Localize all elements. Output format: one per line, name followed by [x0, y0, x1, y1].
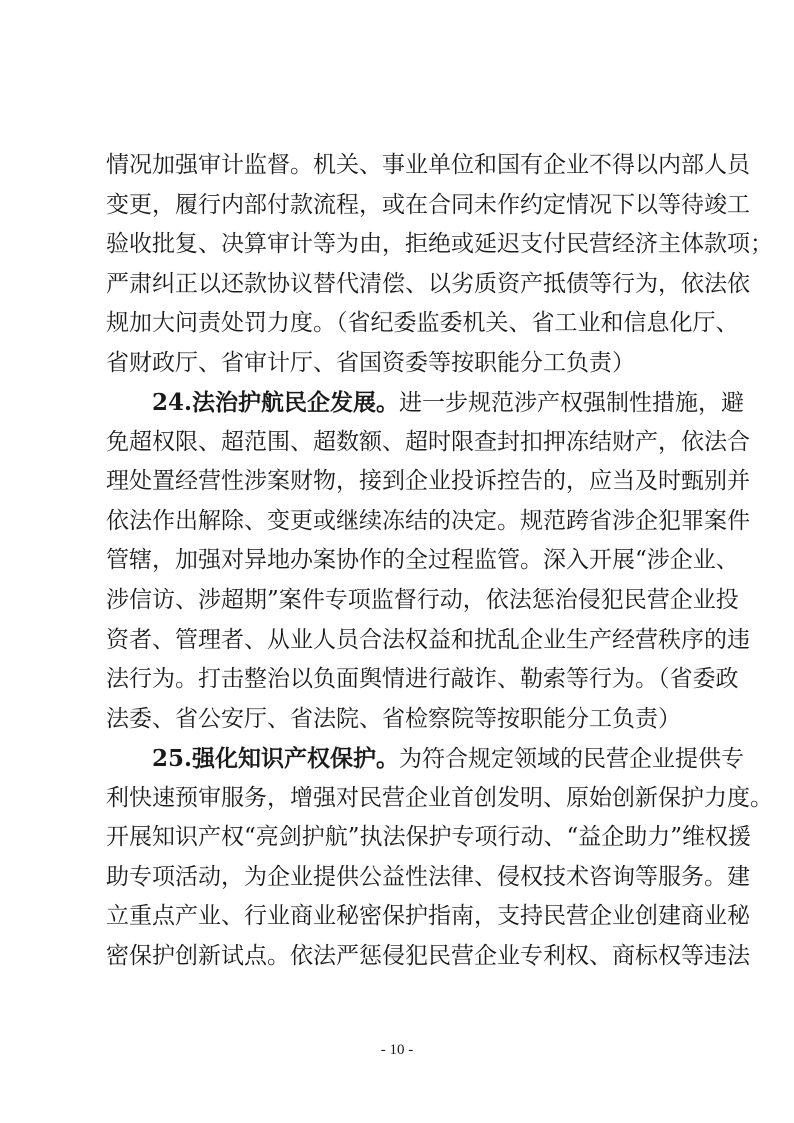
text-line: 涉信访、涉超期”案件专项监督行动，依法惩治侵犯民营企业投 — [106, 587, 739, 614]
text-line: 依法作出解除、变更或继续冻结的决定。规范跨省涉企犯罪案件 — [106, 507, 750, 534]
text-line: 法行为。打击整治以负面舆情进行敲诈、勒索等行为。（省委政 — [106, 666, 739, 693]
text-line: 助专项活动，为企业提供公益性法律、侵权技术咨询等服务。建 — [106, 863, 750, 890]
text-line: 情况加强审计监督。机关、事业单位和国有企业不得以内部人员 — [106, 152, 750, 178]
text-line — [106, 739, 745, 779]
text-line: 严肃纠正以还款协议替代清偿、以劣质资产抵债等行为，依法依 — [106, 270, 750, 297]
text-line: 变更，履行内部付款流程，或在合同未作约定情况下以等待竣工 — [106, 191, 750, 218]
text-line: 密保护创新试点。依法严惩侵犯民营企业专利权、商标权等违法 — [106, 942, 750, 969]
text-line: 验收批复、决算审计等为由，拒绝或延迟支付民营经济主体款项； — [106, 231, 773, 258]
text-line — [106, 383, 745, 423]
text-line: 资者、管理者、从业人员合法权益和扰乱企业生产经营秩序的违 — [106, 626, 750, 653]
text-line: 理处置经营性涉案财物，接到企业投诉控告的，应当及时甄别并 — [106, 468, 750, 495]
text-span: 进一步规范涉产权强制性措施，避 — [399, 390, 745, 417]
text-line: 法委、省公安厅、省法院、省检察院等按职能分工负责） — [106, 705, 681, 732]
text-line: 开展知识产权“亮剑护航”执法保护专项行动、“益企助力”维权援 — [106, 824, 752, 851]
text-line: 免超权限、超范围、超数额、超时限查封扣押冻结财产，依法合 — [106, 428, 750, 455]
page-number: - 10 - — [380, 1042, 414, 1058]
text-line: 立重点产业、行业商业秘密保护指南，支持民营企业创建商业秘 — [106, 903, 750, 930]
section-heading: 24.法治护航民企发展。 — [152, 389, 400, 417]
paragraph-23-continuation — [106, 146, 773, 383]
text-span: 为符合规定领域的民营企业提供专 — [399, 746, 745, 773]
text-line: 规加大问责处罚力度。（省纪委监委机关、省工业和信息化厅、 — [106, 310, 739, 337]
section-heading: 25.强化知识产权保护。 — [152, 745, 400, 773]
paragraph-24 — [106, 383, 750, 739]
text-line: 管辖，加强对异地办案协作的全过程监管。深入开展“涉企业、 — [106, 547, 739, 574]
text-line: 省财政厅、省审计厅、省国资委等按职能分工负责） — [106, 349, 635, 376]
document-body — [106, 146, 773, 976]
text-line: 利快速预审服务，增强对民营企业首创发明、原始创新保护力度。 — [106, 784, 773, 811]
paragraph-25 — [106, 739, 773, 976]
